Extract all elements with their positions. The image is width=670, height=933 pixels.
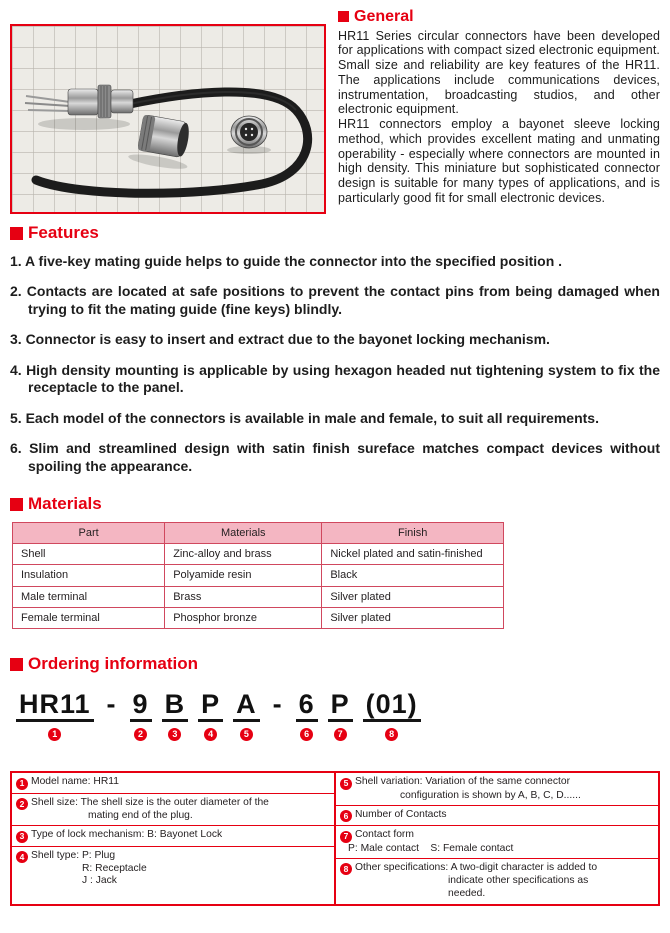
cell-finish: Silver plated [322,608,504,629]
cell-material: Phosphor bronze [165,608,322,629]
general-paragraph-2: HR11 connectors employ a bayonet sleeve locking method, which provides excellent mating and unmating operability - especially where connectors are mounted in high density. This miniature but sophisticated connector design is suitable for many types of applications, and is particularly good fit for small electronic devices. [338,117,660,205]
code-segment-variation [233,690,260,741]
code-segment-shell-type [198,690,223,741]
notes-right-column [336,773,658,903]
note-text: Number of Contacts [355,809,447,821]
materials-col-materials: Materials [165,522,322,543]
section-bullet-icon [10,227,23,240]
note-text: Shell size: The shell size is the outer diameter of the [31,796,269,808]
note-text: Type of lock mechanism: B: Bayonet Lock [31,829,223,841]
section-bullet-icon [338,11,349,22]
note-shell-type [12,847,334,904]
ordering-section [10,655,660,905]
note-text: Shell type: P: Plug [31,849,116,861]
code-text: (01) [363,690,421,722]
note-number-badge: 4 [16,851,28,863]
feature-item-4: 4. High density mounting is applicable by using hexagon headed nut tightening system to fix the receptacle to the panel. [10,361,660,396]
general-title: General [354,8,414,25]
materials-title: Materials [28,494,102,514]
note-line: P: Male contact S: Female contact [348,842,514,854]
code-text: HR11 [16,690,94,722]
cell-material: Brass [165,586,322,607]
code-text: 9 [130,690,152,722]
cell-finish: Silver plated [322,586,504,607]
ordering-notes-table [10,771,660,905]
feature-item-5: 5. Each model of the connectors is available in male and female, to suit all requirements. [10,409,599,426]
note-number-of-contacts [336,806,658,826]
note-line [16,829,329,842]
note-text: Other specifications: A two-digit character is added to [355,862,598,874]
note-line: needed. [448,888,486,900]
cell-part: Shell [13,544,165,565]
product-photo [10,24,326,214]
features-heading [10,224,660,243]
code-separator [104,690,120,738]
general-section [338,8,660,214]
note-line: R: Receptacle [82,862,147,874]
features-title: Features [28,223,99,242]
note-line: configuration is shown by A, B, C, D...... [400,789,581,801]
note-line [16,797,329,810]
features-section [10,224,660,475]
code-number-badge: 3 [168,728,181,741]
note-number-badge: 3 [16,831,28,843]
note-number-badge: 2 [16,798,28,810]
general-paragraph-1: HR11 Series circular connectors have been developed for applications with compact sized electronic equipment. Small size and reliability are key features of the HR11. The applications include communications devices, instrumentation, broadcasting studios, and other electronic equipment. [338,28,660,117]
code-segment-lock [162,690,189,741]
code-segment-shell-size [130,690,152,741]
section-bullet-icon [10,658,23,671]
code-segment-contact-form [328,690,353,741]
table-row [13,586,504,607]
code-number-badge: 2 [134,728,147,741]
code-separator [270,690,286,738]
note-line [340,862,653,875]
code-text: - [106,689,117,720]
code-text: P [198,690,223,722]
cell-part: Female terminal [13,608,165,629]
note-lock-mechanism [12,826,334,846]
note-line [16,776,329,789]
general-heading [338,8,660,26]
note-line: J : Jack [82,875,117,887]
note-text: Shell variation: Variation of the same connector [355,776,571,788]
note-line: mating end of the plug. [88,809,193,821]
code-number-badge: 8 [385,728,398,741]
code-number-badge: 5 [240,728,253,741]
ordering-title: Ordering information [28,654,198,674]
code-text: B [162,690,189,722]
section-bullet-icon [10,498,23,511]
notes-left-column [12,773,336,903]
cell-material: Zinc-alloy and brass [165,544,322,565]
note-line [16,850,329,863]
note-number-badge: 8 [340,863,352,875]
code-number-badge: 6 [300,728,313,741]
note-number-badge: 7 [340,831,352,843]
note-model-name [12,773,334,793]
ordering-heading [10,655,660,674]
code-number-badge: 7 [334,728,347,741]
materials-table [12,522,504,629]
note-shell-size [12,794,334,827]
code-text: A [233,690,260,722]
note-line [340,809,653,822]
note-number-badge: 1 [16,778,28,790]
note-text: Model name: HR11 [31,776,119,788]
cell-part: Male terminal [13,586,165,607]
table-row [13,544,504,565]
top-row [10,8,660,214]
note-other-specifications [336,859,658,903]
feature-item-6: 6. Slim and streamlined design with satin finish sureface matches compact devices without spoiling the appearance. [10,440,660,474]
code-segment-other-spec [363,690,421,741]
note-number-badge: 6 [340,810,352,822]
materials-section [10,495,660,629]
note-line [340,776,653,789]
code-text: - [272,689,283,720]
materials-col-part: Part [13,522,165,543]
note-line [340,829,653,842]
materials-heading [10,495,660,514]
part-number-code [16,690,660,741]
cell-part: Insulation [13,565,165,586]
cell-finish: Black [322,565,504,586]
cell-finish: Nickel plated and satin-finished [322,544,504,565]
note-contact-form [336,826,658,859]
code-segment-model [16,690,94,741]
feature-item-3: 3. Connector is easy to insert and extract due to the bayonet locking mechanism. [10,331,550,348]
connectors-photo-illustration [12,26,324,212]
code-number-badge: 1 [48,728,61,741]
code-text: 6 [296,690,318,722]
table-row [13,608,504,629]
note-text: Contact form [355,829,414,841]
materials-header-row [13,522,504,543]
note-line: indicate other specifications as [448,875,589,887]
cell-material: Polyamide resin [165,565,322,586]
code-segment-contacts [296,690,318,741]
materials-col-finish: Finish [322,522,504,543]
table-row [13,565,504,586]
code-text: P [328,690,353,722]
feature-item-2: 2. Contacts are located at safe positions to prevent the contact pins from being damaged when trying to fit the mating guide (fine keys) blindly. [10,283,660,317]
feature-item-1: 1. A five-key mating guide helps to guide the connector into the specified position . [10,252,563,269]
note-shell-variation [336,773,658,806]
code-number-badge: 4 [204,728,217,741]
note-number-badge: 5 [340,778,352,790]
